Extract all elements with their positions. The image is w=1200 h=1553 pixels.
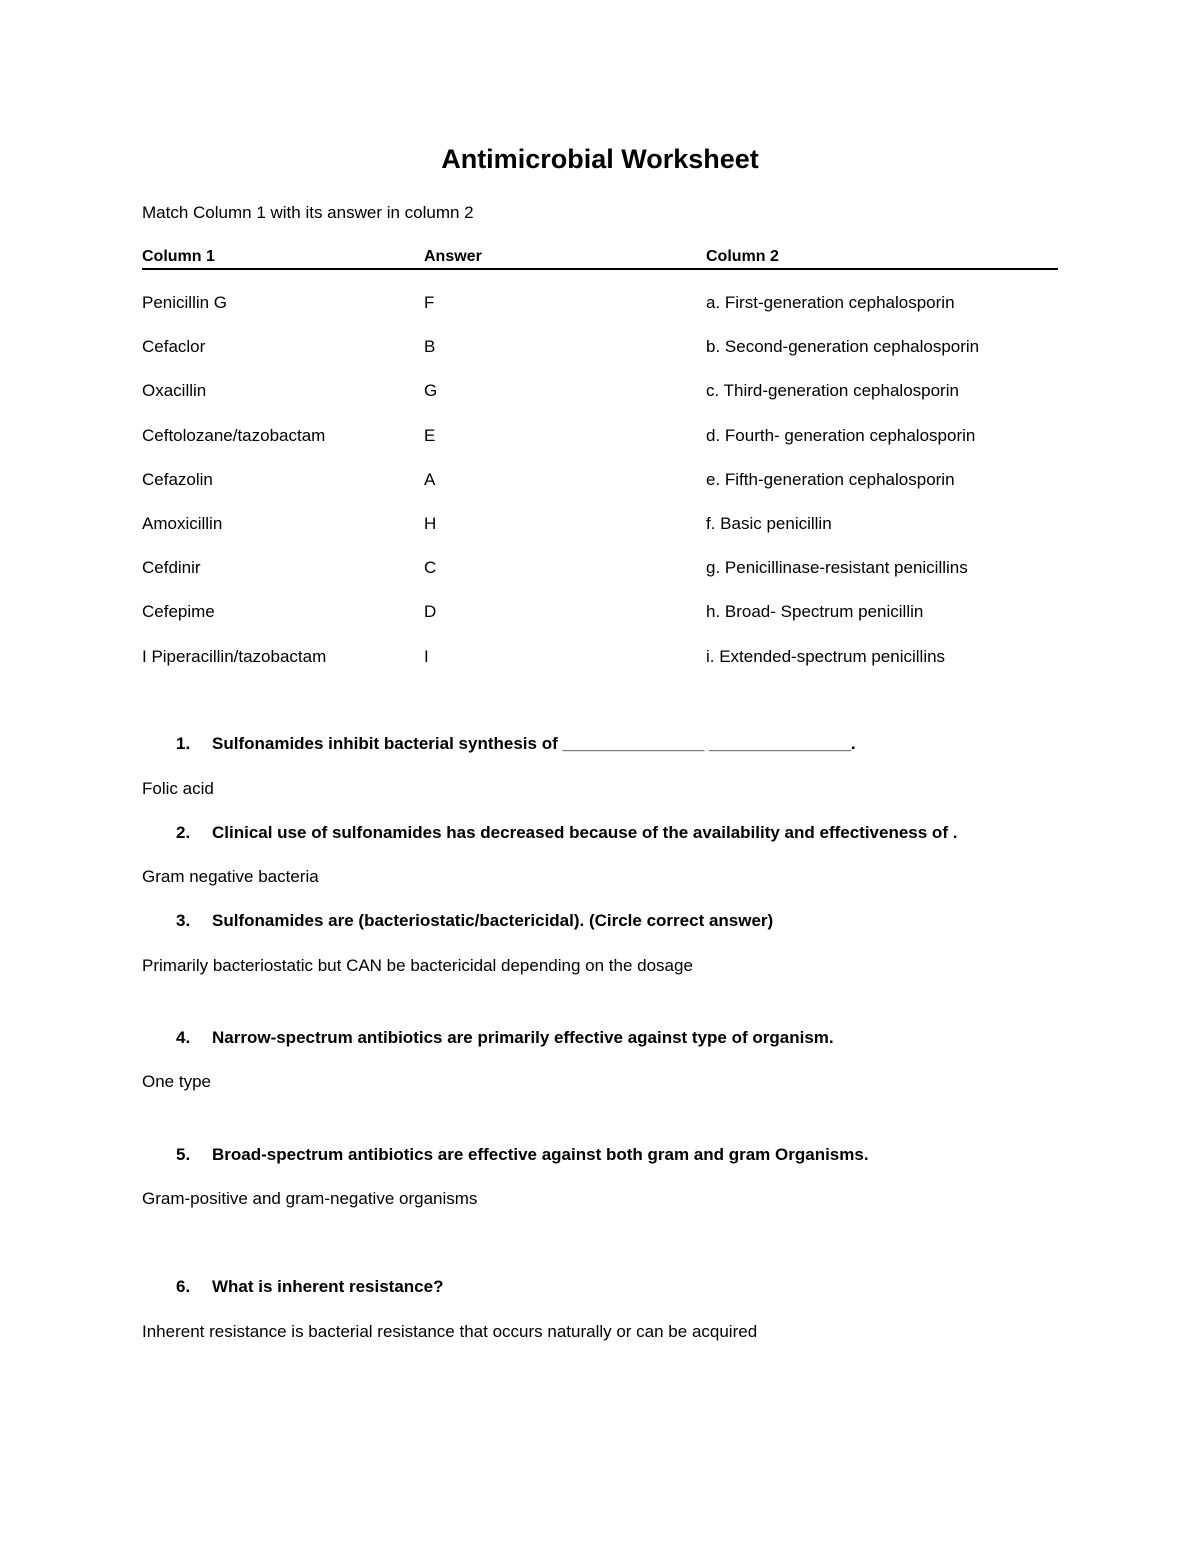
drug-name: Oxacillin (142, 381, 207, 401)
classification: d. Fourth- generation cephalosporin (706, 425, 976, 445)
question-6 (176, 1277, 443, 1297)
table-header (142, 248, 1058, 270)
question-number: 4. (176, 1028, 191, 1047)
table-row (142, 558, 1058, 602)
instructions: Match Column 1 with its answer in column 2 (142, 203, 474, 222)
drug-name: Cefepime (142, 602, 215, 622)
table-row (142, 426, 1058, 470)
question-number: 1. (176, 734, 191, 753)
classification: e. Fifth-generation cephalosporin (706, 469, 955, 489)
header-column-1: Column 1 (142, 248, 215, 265)
question-2 (176, 823, 957, 843)
drug-name: Cefazolin (142, 469, 213, 489)
classification: g. Penicillinase-resistant penicillins (706, 558, 968, 578)
question-5 (176, 1145, 869, 1165)
answer-letter: B (424, 337, 436, 357)
drug-name: Penicillin G (142, 293, 228, 312)
question-number: 2. (176, 823, 191, 842)
answer-letter: F (424, 293, 435, 312)
question-text: Clinical use of sulfonamides has decreased because of the availability and effectiveness of . (212, 823, 958, 842)
drug-name: Amoxicillin (142, 513, 223, 533)
answer-letter: D (424, 602, 437, 622)
header-divider (142, 268, 1058, 270)
answer-letter: I (424, 646, 429, 666)
answer-letter: H (424, 513, 437, 533)
question-number: 5. (176, 1145, 191, 1164)
question-text: Sulfonamides are (bacteriostatic/bactericidal). (Circle correct answer) (212, 911, 774, 930)
answer-6: Inherent resistance is bacterial resistance that occurs naturally or can be acquired (142, 1322, 758, 1341)
classification: c. Third-generation cephalosporin (706, 381, 959, 401)
table-row (142, 514, 1058, 558)
table-row (142, 381, 1058, 425)
classification: i. Extended-spectrum penicillins (706, 646, 946, 666)
classification: h. Broad- Spectrum penicillin (706, 602, 924, 622)
question-1 (176, 734, 856, 754)
question-text: Sulfonamides inhibit bacterial synthesis of _______________ _______________. (212, 734, 856, 753)
answer-letter: G (424, 381, 438, 401)
question-text: What is inherent resistance? (212, 1277, 444, 1296)
classification: f. Basic penicillin (706, 513, 832, 533)
question-text: Narrow-spectrum antibiotics are primarily effective against type of organism. (212, 1028, 834, 1047)
page-title: Antimicrobial Worksheet (441, 144, 759, 174)
drug-name: Cefaclor (142, 337, 206, 357)
answer-3: Primarily bacteriostatic but CAN be bactericidal depending on the dosage (142, 956, 693, 975)
drug-name: I Piperacillin/tazobactam (142, 646, 327, 666)
answer-5: Gram-positive and gram-negative organisms (142, 1189, 478, 1208)
drug-name: Cefdinir (142, 558, 201, 578)
answer-letter: C (424, 558, 437, 578)
table-row (142, 647, 1058, 691)
header-answer: Answer (424, 248, 482, 265)
table-row (142, 602, 1058, 646)
answer-1: Folic acid (142, 779, 214, 798)
question-number: 6. (176, 1277, 191, 1296)
drug-name: Ceftolozane/tazobactam (142, 425, 326, 445)
matching-table (142, 293, 1058, 691)
question-3 (176, 911, 773, 931)
header-column-2: Column 2 (706, 248, 779, 265)
question-text: Broad-spectrum antibiotics are effective against both gram and gram Organisms. (212, 1145, 869, 1164)
answer-letter: A (424, 469, 436, 489)
answer-4: One type (142, 1072, 211, 1091)
table-row (142, 470, 1058, 514)
answer-letter: E (424, 425, 436, 445)
answer-2: Gram negative bacteria (142, 867, 319, 886)
question-number: 3. (176, 911, 191, 930)
question-4 (176, 1028, 834, 1048)
table-row (142, 337, 1058, 381)
classification: b. Second-generation cephalosporin (706, 337, 980, 357)
table-row (142, 293, 1058, 337)
classification: a. First-generation cephalosporin (706, 293, 955, 312)
